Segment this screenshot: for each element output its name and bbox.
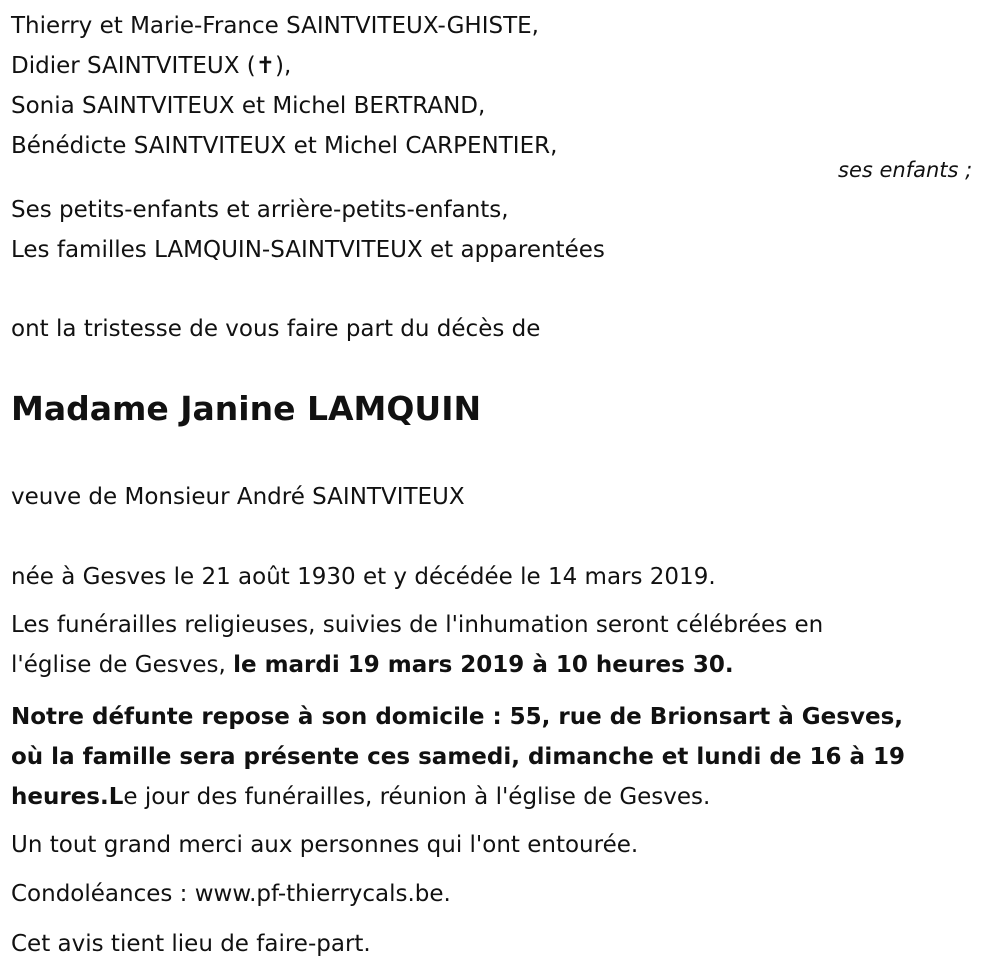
funeral-line: Les funérailles religieuses, suivies de l'inhumation seront célébrées en [11, 612, 824, 638]
funeral-line [11, 645, 823, 685]
child-entry: Thierry et Marie-France SAINTVITEUX-GHISTE, [11, 13, 539, 39]
condolences-text: Condoléances : www.pf-thierrycals.be. [11, 881, 451, 907]
birth-death-text: née à Gesves le 21 août 1930 et y décédée le 14 mars 2019. [11, 564, 716, 590]
funeral-location: l'église de Gesves, [11, 652, 234, 678]
children-list [11, 6, 557, 166]
children-label: ses enfants ; [838, 158, 973, 182]
child-entry: Sonia SAINTVITEUX et Michel BERTRAND, [11, 93, 486, 119]
funeral-day-meeting: e jour des funérailles, réunion à l'église de Gesves. [123, 784, 711, 810]
visitation-line [11, 777, 905, 817]
visitation-paragraph [11, 697, 905, 817]
widow-of-text: veuve de Monsieur André SAINTVITEUX [11, 484, 465, 510]
family-entry: Ses petits-enfants et arrière-petits-enfants, [11, 197, 509, 223]
visitation-hours: heures.L [11, 784, 124, 810]
funeral-paragraph [11, 605, 823, 685]
visitation-line: Notre défunte repose à son domicile : 55, rue de Brionsart à Gesves, [11, 704, 903, 730]
other-family-list [11, 190, 605, 270]
child-entry: Bénédicte SAINTVITEUX et Michel CARPENTIER, [11, 133, 558, 159]
family-entry: Les familles LAMQUIN-SAINTVITEUX et apparentées [11, 237, 605, 263]
thanks-text: Un tout grand merci aux personnes qui l'ont entourée. [11, 832, 639, 858]
visitation-line: où la famille sera présente ces samedi, dimanche et lundi de 16 à 19 [11, 744, 906, 770]
notice-text: Cet avis tient lieu de faire-part. [11, 931, 371, 957]
announcement-text: ont la tristesse de vous faire part du décès de [11, 316, 541, 342]
child-entry: Didier SAINTVITEUX (✝), [11, 53, 292, 79]
deceased-name: Madame Janine LAMQUIN [11, 389, 482, 428]
funeral-date: le mardi 19 mars 2019 à 10 heures 30. [233, 652, 734, 678]
